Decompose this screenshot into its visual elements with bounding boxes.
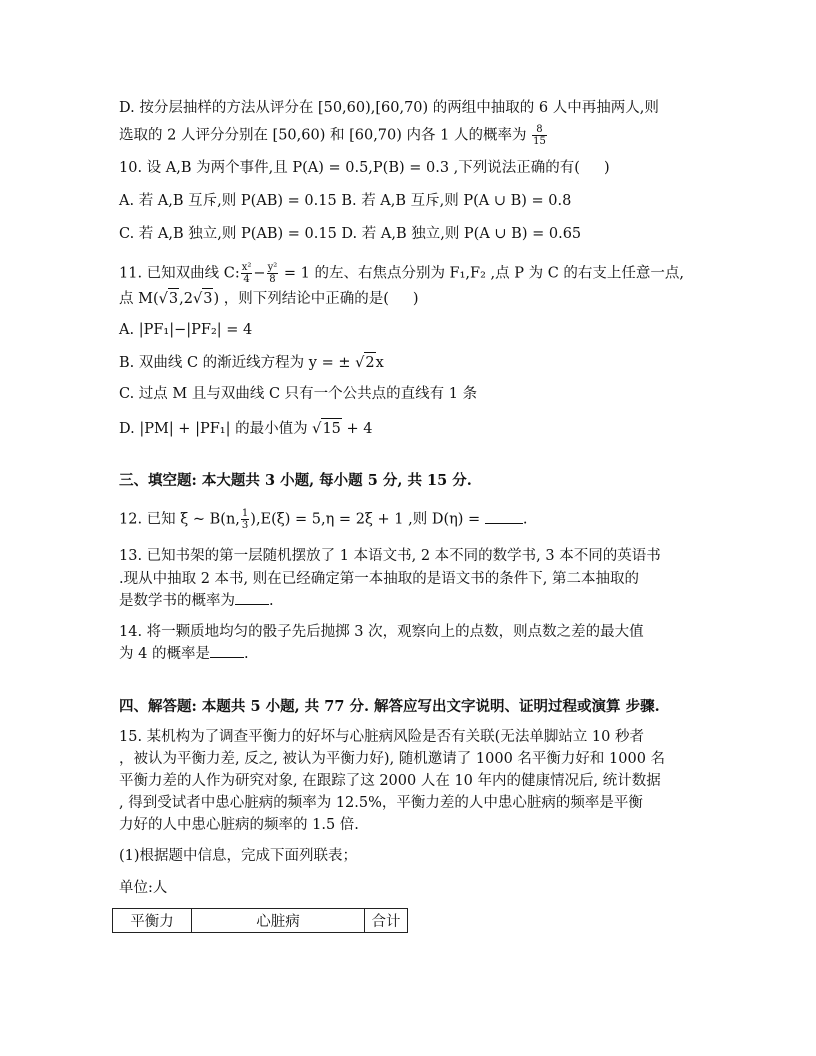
q12-answer-blank[interactable] xyxy=(485,523,523,524)
q11-l2-mid: ,2 xyxy=(179,291,193,307)
section-4-heading: 四、解答题: 本题共 5 小题, 共 77 分. 解答应写出文字说明、证明过程或演算 步骤. xyxy=(119,698,660,715)
q12-frac-den: 3 xyxy=(241,520,249,531)
q15-subquestion-1: (1)根据题中信息，完成下面列联表； xyxy=(119,848,358,864)
contingency-table xyxy=(112,908,408,933)
q11-stem-line2: 点 M(√3,2√3) ，则下列结论中正确的是( ) xyxy=(119,288,419,309)
q15-line1: 15. 某机构为了调查平衡力的好坏与心脏病风险是否有关联(无法单脚站立 10 秒者 xyxy=(119,729,644,745)
q11-l2-post: ) ，则下列结论中正确的是( xyxy=(213,291,389,307)
q12-fraction xyxy=(241,508,249,531)
q11d-post: + 4 xyxy=(346,421,373,437)
q11-option-c: C. 过点 M 且与双曲线 C 只有一个公共点的直线有 1 条 xyxy=(119,386,478,402)
q11b-pre: B. 双曲线 C 的渐近线方程为 y = ± xyxy=(119,355,351,371)
q11-minus: − xyxy=(253,265,266,282)
q13-line1: 13. 已知书架的第一层随机摆放了 1 本语文书, 2 本不同的数学书, 3 本不同的英语书 xyxy=(119,548,661,564)
q12-end: . xyxy=(522,511,528,528)
q14-end: . xyxy=(243,646,249,662)
table-header-cell: 合计 xyxy=(365,909,408,933)
q10-stem xyxy=(119,158,610,178)
q11-close-paren: ) xyxy=(412,291,419,307)
q12 xyxy=(119,508,527,531)
q11-post: = 1 的左、右焦点分别为 F₁,F₂ ,点 P 为 C 的右支上任意一点, xyxy=(283,265,685,282)
q9d-frac-den: 15 xyxy=(533,136,546,147)
q13-line2: .现从中抽取 2 本书, 则在已经确定第一本抽取的是语文书的条件下, 第二本抽取的 xyxy=(119,571,639,587)
q11-frac-y xyxy=(267,262,279,285)
q11-frac-y-num: y² xyxy=(267,262,278,273)
q9d-text: 选取的 2 人评分分别在 [50,60) 和 [60,70) 内各 1 人的概率为 xyxy=(119,127,527,144)
unit-label: 单位:人 xyxy=(119,880,168,896)
q13-end: . xyxy=(269,593,274,609)
q12-frac-num: 1 xyxy=(241,508,249,519)
q15-line4: , 得到受试者中患心脏病的频率为 12.5%，平衡力差的人中患心脏病的频率是平衡 xyxy=(119,795,643,811)
q10-close-paren: ) xyxy=(603,160,610,176)
q11-option-d: D. |PM| + |PF₁| 的最小值为 √15 + 4 xyxy=(119,418,372,439)
table-header-cell: 心脏病 xyxy=(192,909,365,933)
q15-line2: ，被认为平衡力差, 反之, 被认为平衡力好), 随机邀请了 1000 名平衡力好和 1000 名 xyxy=(119,751,666,767)
q9d-frac-num: 8 xyxy=(532,124,547,136)
q9d-fraction xyxy=(532,124,547,147)
q10-text: 10. 设 A,B 为两个事件,且 P(A) = 0.5,P(B) = 0.3 ,下列说法正确的有( xyxy=(119,160,580,176)
table-header-row xyxy=(113,909,408,933)
q12-post: ),E(ξ) = 5,η = 2ξ + 1 ,则 D(η) = xyxy=(250,511,481,528)
q14-line1: 14. 将一颗质地均匀的骰子先后抛掷 3 次，观察向上的点数，则点数之差的最大值 xyxy=(119,624,644,640)
q11d-sqrt: 15 xyxy=(321,418,341,439)
q11-frac-x-num: x² xyxy=(241,262,252,273)
q15-line5: 力好的人中患心脏病的频率的 1.5 倍. xyxy=(119,817,359,833)
q11-frac-x xyxy=(241,262,253,285)
q11d-pre: D. |PM| + |PF₁| 的最小值为 xyxy=(119,421,308,437)
q14-line2 xyxy=(119,644,249,664)
q15-line3: 平衡力差的人作为研究对象, 在跟踪了这 2000 人在 10 年内的健康情况后, 统计数据 xyxy=(119,773,661,789)
q13-answer-blank[interactable] xyxy=(235,604,269,605)
q12-pre: 12. 已知 ξ ~ B(n, xyxy=(119,511,240,528)
q14-answer-blank[interactable] xyxy=(210,657,244,658)
q13-line3 xyxy=(119,591,274,611)
q13-text: 是数学书的概率为 xyxy=(119,593,235,609)
q9-option-d-line1: D. 按分层抽样的方法从评分在 [50,60),[60,70) 的两组中抽取的 6 人中再抽两人,则 xyxy=(119,100,659,116)
q11-pre: 11. 已知双曲线 C: xyxy=(119,265,240,282)
q11-option-b: B. 双曲线 C 的渐近线方程为 y = ± √2x xyxy=(119,352,384,373)
q11-frac-x-den: 4 xyxy=(243,274,250,285)
q11-l2-pre: 点 M( xyxy=(119,291,159,307)
q11-sqrt-1: 3 xyxy=(168,288,179,309)
q14-text: 为 4 的概率是 xyxy=(119,646,210,662)
table-header-cell: 平衡力 xyxy=(113,909,192,933)
q11-sqrt-2: 3 xyxy=(202,288,213,309)
q9-option-d-line2 xyxy=(119,124,548,147)
q11-option-a: A. |PF₁|−|PF₂| = 4 xyxy=(119,322,253,338)
q10-options-ab: A. 若 A,B 互斥,则 P(AB) = 0.15 B. 若 A,B 互斥,则 P(A ∪ B) = 0.8 xyxy=(119,193,572,209)
q11b-sqrt: 2 xyxy=(364,352,375,373)
q10-options-cd: C. 若 A,B 独立,则 P(AB) = 0.15 D. 若 A,B 独立,则 P(A ∪ B) = 0.65 xyxy=(119,226,582,242)
section-3-heading: 三、填空题: 本大题共 3 小题, 每小题 5 分, 共 15 分. xyxy=(119,472,472,489)
q11b-post: x xyxy=(375,355,384,371)
q11-stem-line1 xyxy=(119,262,684,285)
q11-frac-y-den: 8 xyxy=(269,274,276,285)
